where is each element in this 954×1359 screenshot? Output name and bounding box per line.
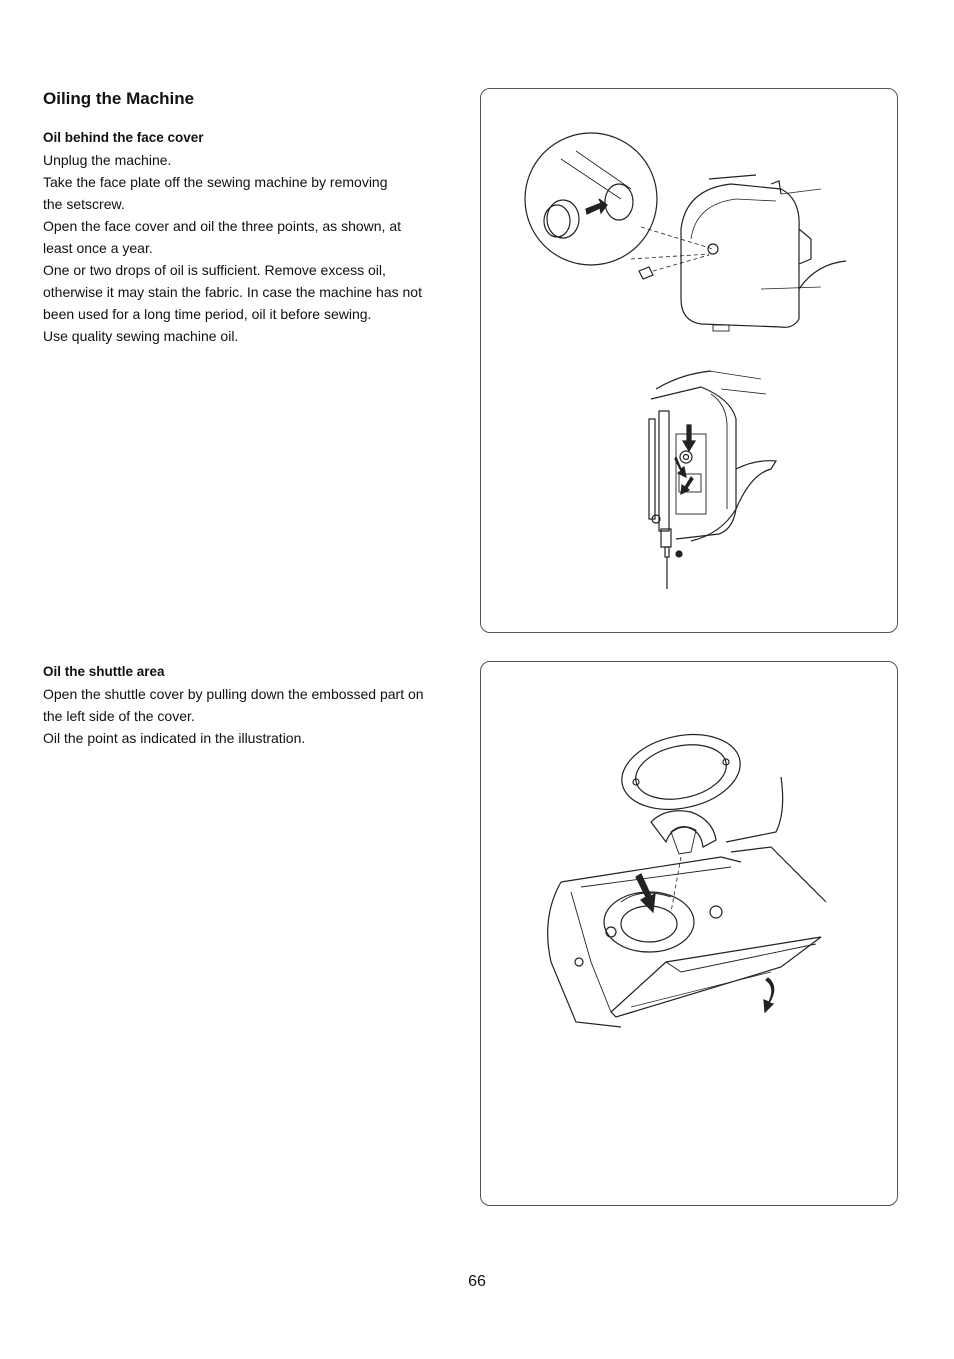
- shuttle-instructions: [43, 683, 453, 749]
- instruction-line: Take the face plate off the sewing machine by removing: [43, 174, 388, 190]
- oil-point-arrow-icon: [681, 477, 693, 494]
- presser-bar: [649, 419, 655, 519]
- shuttle-heading: Oil the shuttle area: [43, 664, 165, 679]
- shuttle-cover: [611, 937, 821, 1017]
- instruction-line: otherwise it may stain the fabric. In case the machine has not: [43, 284, 422, 300]
- face-cover-illustration: [481, 89, 899, 634]
- instruction-line: the setscrew.: [43, 196, 125, 212]
- magnifier-circle: [525, 133, 657, 265]
- page-title: Oiling the Machine: [43, 89, 195, 108]
- instruction-line: Open the shuttle cover by pulling down the embossed part on: [43, 686, 424, 702]
- shuttle-illustration: [481, 662, 899, 1207]
- instruction-line: least once a year.: [43, 240, 153, 256]
- face-cover-instructions: [43, 149, 453, 347]
- instruction-line: Unplug the machine.: [43, 152, 172, 168]
- face-cover-illustration-panel: [480, 88, 898, 633]
- setscrew-icon: [639, 267, 653, 279]
- page-number: 66: [468, 1273, 486, 1290]
- screw-hole: [605, 184, 633, 220]
- shuttle-illustration-panel: [480, 661, 898, 1206]
- needle-bar: [659, 411, 669, 531]
- screw-hole-icon: [708, 244, 718, 254]
- face-cover: [681, 184, 799, 327]
- instruction-line: Open the face cover and oil the three points, as shown, at: [43, 218, 401, 234]
- instruction-line: the left side of the cover.: [43, 708, 195, 724]
- instruction-line: Oil the point as indicated in the illustration.: [43, 730, 306, 746]
- shuttle-race-ring: [615, 724, 747, 819]
- arrow-icon: [586, 199, 607, 214]
- instruction-line: been used for a long time period, oil it before sewing.: [43, 306, 372, 322]
- shuttle-hook: [651, 811, 716, 847]
- instruction-line: One or two drops of oil is sufficient. Remove excess oil,: [43, 262, 386, 278]
- machine-head: [651, 387, 736, 539]
- oil-point-arrow-icon: [683, 425, 695, 451]
- face-cover-heading: Oil behind the face cover: [43, 130, 204, 145]
- instruction-line: Use quality sewing machine oil.: [43, 328, 239, 344]
- pull-down-arrow-icon: [764, 978, 774, 1012]
